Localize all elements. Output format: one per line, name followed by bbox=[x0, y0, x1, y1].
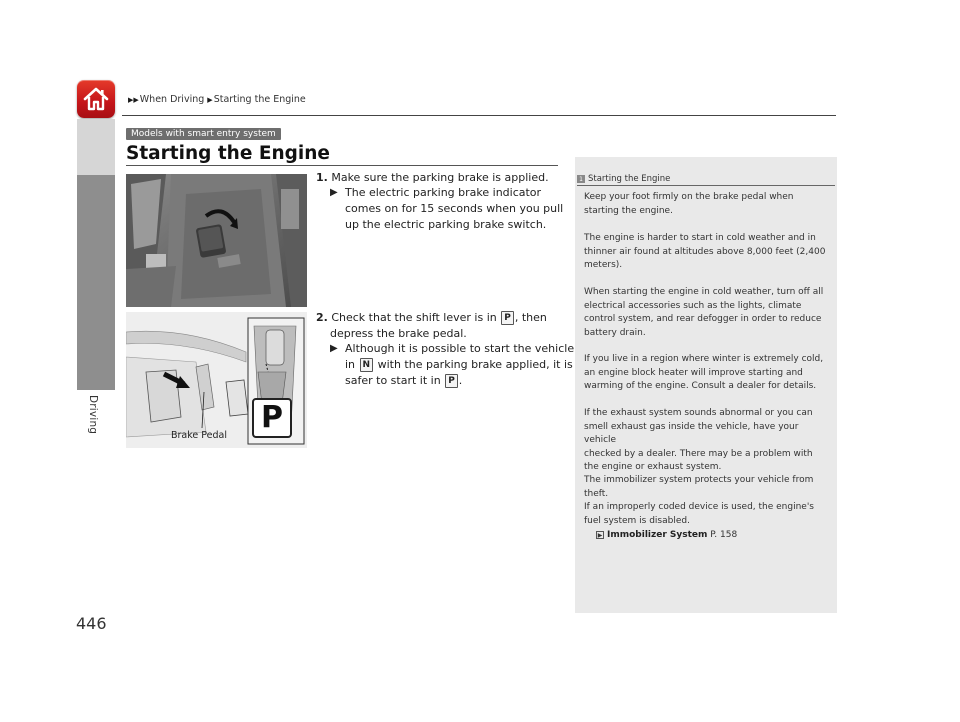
header-divider bbox=[122, 115, 836, 116]
shift-position-p-badge: P bbox=[252, 398, 292, 438]
note-line: thinner air found at altitudes above 8,000 feet (2,400 bbox=[584, 246, 826, 257]
shift-key-n: N bbox=[360, 358, 374, 372]
note-line: an engine block heater will improve starting and bbox=[584, 367, 803, 378]
notes-heading-text: Starting the Engine bbox=[588, 174, 671, 184]
shift-key-p: P bbox=[501, 311, 514, 325]
breadcrumb-section[interactable]: When Driving bbox=[139, 94, 205, 105]
note-paragraph bbox=[584, 407, 832, 475]
note-line: electrical accessories such as the lights, climate bbox=[584, 300, 802, 311]
step-2-note-line: . bbox=[458, 374, 463, 387]
side-tab-driving[interactable] bbox=[77, 175, 115, 390]
note-line: If you live in a region where winter is extremely cold, bbox=[584, 354, 824, 364]
note-line: Keep your foot firmly on the brake pedal when bbox=[584, 192, 794, 202]
shift-key-p: P bbox=[445, 374, 458, 388]
note-line: starting the engine. bbox=[584, 205, 673, 216]
note-line: theft. bbox=[584, 488, 609, 499]
note-line: control system, and rear defogger in order to reduce bbox=[584, 314, 822, 324]
step-1 bbox=[316, 170, 549, 186]
notes-heading bbox=[577, 174, 670, 184]
side-tab-top bbox=[77, 119, 115, 175]
note-line: If an improperly coded device is used, the engine's bbox=[584, 502, 814, 512]
home-icon bbox=[82, 85, 110, 113]
figure-caption: Brake Pedal bbox=[171, 430, 227, 441]
home-button[interactable] bbox=[77, 80, 115, 118]
title-divider bbox=[126, 165, 558, 166]
note-arrow-icon: ▶ bbox=[330, 343, 338, 354]
note-marker-icon: 1 bbox=[577, 175, 585, 183]
note-line: fuel system is disabled. bbox=[584, 515, 690, 526]
reference-arrow-icon: ▶ bbox=[597, 532, 603, 539]
note-line: smell exhaust gas inside the vehicle, have your vehicle bbox=[584, 421, 799, 445]
breadcrumb-arrow-icon: ▶ bbox=[207, 96, 213, 104]
model-tag: Models with smart entry system bbox=[126, 128, 281, 140]
step-2-note bbox=[345, 341, 574, 389]
step-text: depress the brake pedal. bbox=[330, 327, 467, 340]
step-text: Make sure the parking brake is applied. bbox=[331, 171, 549, 184]
step-number: 1. bbox=[316, 171, 328, 184]
breadcrumb-arrow-icon: ▶▶ bbox=[128, 96, 139, 104]
step-1-result bbox=[345, 185, 563, 233]
parking-brake-switch-figure bbox=[126, 174, 307, 307]
note-line: battery drain. bbox=[584, 327, 646, 338]
step-number: 2. bbox=[316, 311, 328, 324]
note-paragraph bbox=[584, 191, 832, 218]
reference-page: P. 158 bbox=[710, 530, 738, 540]
note-paragraph bbox=[584, 474, 832, 528]
note-line: warming of the engine. Consult a dealer for details. bbox=[584, 381, 817, 391]
note-paragraph bbox=[584, 286, 832, 340]
brake-pedal-shift-lever-figure bbox=[126, 312, 307, 448]
note-line: If the exhaust system sounds abnormal or you can bbox=[584, 408, 813, 418]
page-title: Starting the Engine bbox=[126, 143, 330, 164]
step-text: , then bbox=[514, 311, 547, 324]
step-text: Check that the shift lever is in bbox=[331, 311, 501, 324]
step-1-result-line: up the electric parking brake switch. bbox=[345, 218, 547, 231]
breadcrumb bbox=[128, 94, 306, 105]
notes-divider bbox=[577, 185, 835, 186]
reference-title: Immobilizer System bbox=[607, 530, 708, 540]
note-line: The immobilizer system protects your vehicle from bbox=[584, 475, 814, 485]
note-line: checked by a dealer. There may be a problem with bbox=[584, 448, 813, 459]
note-line: When starting the engine in cold weather, turn off all bbox=[584, 287, 824, 297]
breadcrumb-page[interactable]: Starting the Engine bbox=[213, 94, 306, 105]
note-paragraph bbox=[584, 353, 832, 394]
step-2 bbox=[316, 310, 547, 342]
step-2-note-line: Although it is possible to start the vehicle bbox=[345, 342, 575, 355]
note-paragraph bbox=[584, 232, 832, 273]
note-line: the engine or exhaust system. bbox=[584, 462, 722, 472]
side-section-label: Driving bbox=[87, 395, 99, 435]
step-1-result-line: comes on for 15 seconds when you pull bbox=[345, 202, 564, 215]
step-2-note-line: in bbox=[345, 358, 359, 371]
result-arrow-icon: ▶ bbox=[330, 187, 338, 198]
step-2-note-line: safer to start it in bbox=[345, 374, 445, 387]
note-line: meters). bbox=[584, 260, 623, 270]
step-1-result-line: The electric parking brake indicator bbox=[345, 186, 542, 199]
immobilizer-reference-link[interactable] bbox=[596, 530, 737, 540]
page-number: 446 bbox=[76, 614, 107, 633]
step-2-note-line: with the parking brake applied, it is bbox=[374, 358, 573, 371]
note-line: The engine is harder to start in cold weather and in bbox=[584, 233, 816, 243]
